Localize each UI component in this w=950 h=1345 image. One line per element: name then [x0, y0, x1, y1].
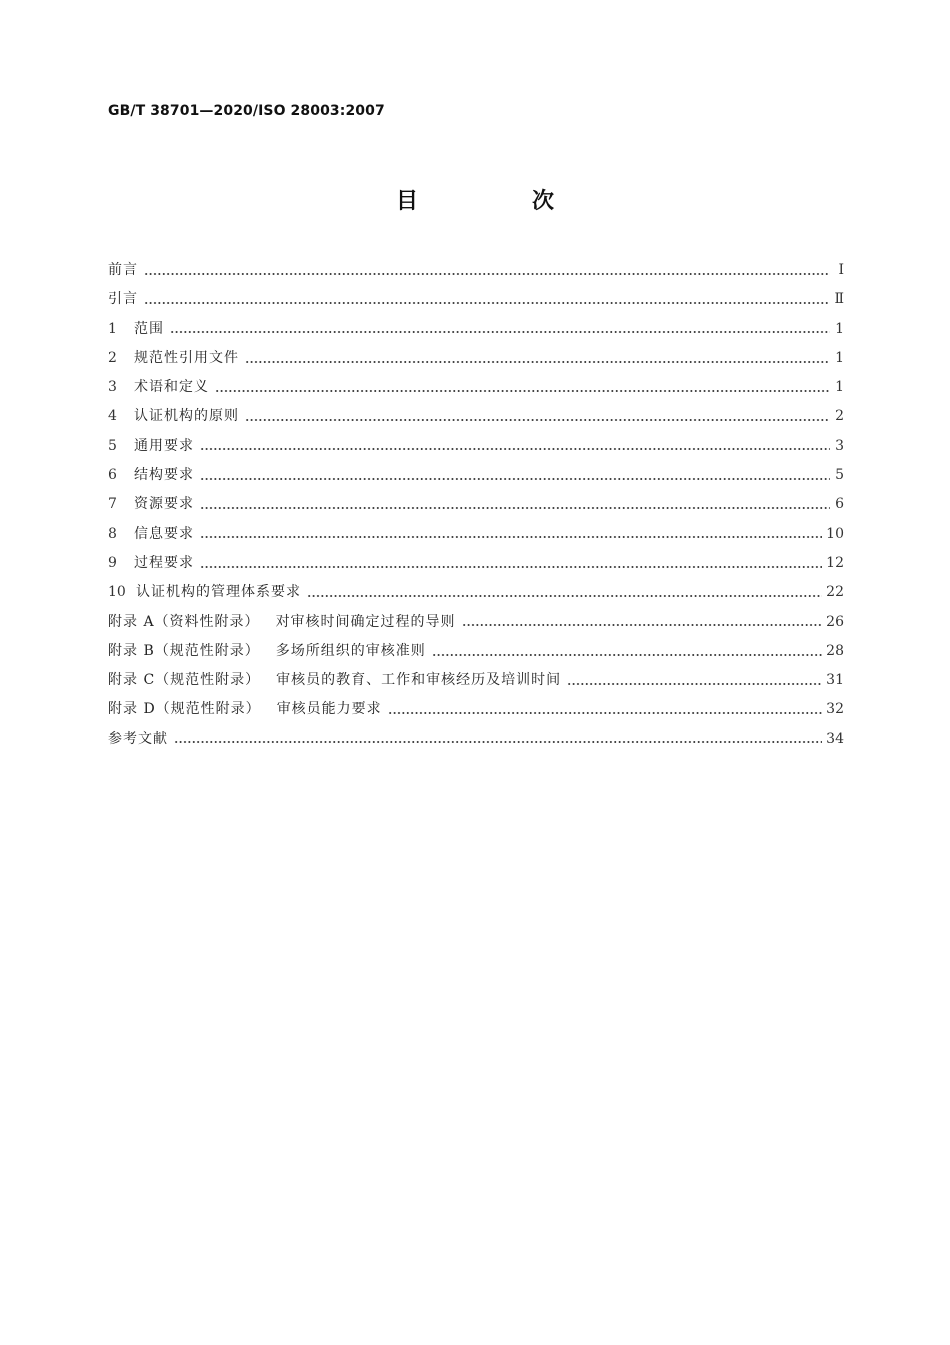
toc-leader-dots — [245, 356, 830, 368]
toc-entry-page: 1 — [835, 349, 844, 366]
toc-entry-label: 术语和定义 — [134, 379, 209, 396]
toc-leader-dots — [170, 326, 830, 338]
toc-entry-number: 9 — [108, 554, 117, 571]
toc-entry-number: 6 — [108, 467, 117, 484]
toc-leader-dots — [432, 649, 822, 661]
toc-entry-general-requirements[interactable] — [108, 435, 844, 464]
toc-entry-label: 认证机构的管理体系要求 — [136, 584, 301, 601]
toc-entry-page: 10 — [826, 525, 844, 542]
toc-entry-page: 12 — [826, 554, 844, 571]
toc-entry-annex-b[interactable] — [108, 640, 844, 669]
toc-leader-dots — [307, 590, 822, 602]
toc-leader-dots — [245, 414, 830, 426]
toc-entry-page: Ⅱ — [834, 291, 844, 308]
toc-entry-foreword[interactable] — [108, 259, 844, 288]
toc-entry-information-requirements[interactable] — [108, 523, 844, 552]
toc-entry-label: 结构要求 — [134, 467, 194, 484]
toc-entry-subtitle: 多场所组织的审核准则 — [275, 642, 426, 659]
toc-entry-resource-requirements[interactable] — [108, 493, 844, 522]
toc-leader-dots — [200, 561, 822, 573]
toc-entry-label: 引言 — [108, 291, 138, 308]
toc-entry-page: 28 — [826, 642, 844, 659]
toc-entry-label: 参考文献 — [108, 730, 168, 747]
toc-entry-annex-d[interactable] — [108, 698, 844, 727]
toc-entry-principles[interactable] — [108, 405, 844, 434]
toc-entry-label: 认证机构的原则 — [134, 408, 239, 425]
toc-leader-dots — [144, 297, 830, 309]
toc-entry-label: 规范性引用文件 — [134, 349, 239, 366]
toc-entry-page: 31 — [826, 672, 844, 689]
toc-entry-bibliography[interactable] — [108, 728, 844, 757]
toc-entry-structural-requirements[interactable] — [108, 464, 844, 493]
toc-entry-label: 通用要求 — [134, 437, 194, 454]
toc-entry-introduction[interactable] — [108, 288, 844, 317]
toc-entry-subtitle: 审核员的教育、工作和审核经历及培训时间 — [276, 672, 562, 689]
toc-entry-number: 3 — [108, 379, 117, 396]
toc-leader-dots — [200, 473, 830, 485]
toc-entry-subtitle: 审核员能力要求 — [276, 701, 382, 718]
toc-entry-number: 1 — [108, 320, 117, 337]
toc-entry-label: 附录 D（规范性附录） — [108, 701, 261, 718]
toc-entry-annex-a[interactable] — [108, 611, 844, 640]
table-of-contents — [108, 259, 844, 757]
toc-entry-label: 附录 A（资料性附录） — [108, 613, 260, 630]
toc-entry-page: 2 — [835, 408, 844, 425]
toc-leader-dots — [567, 678, 822, 690]
toc-entry-label: 附录 B（规范性附录） — [108, 642, 260, 659]
toc-entry-number: 2 — [108, 349, 117, 366]
toc-entry-scope[interactable] — [108, 318, 844, 347]
toc-entry-number: 5 — [108, 437, 117, 454]
toc-entry-page: 1 — [835, 379, 844, 396]
toc-entry-page: 5 — [835, 467, 844, 484]
toc-leader-dots — [200, 531, 822, 543]
toc-entry-label: 资源要求 — [134, 496, 194, 513]
toc-entry-number: 10 — [108, 584, 126, 601]
standard-code-header: GB/T 38701—2020/ISO 28003:2007 — [108, 103, 385, 119]
toc-entry-terms-definitions[interactable] — [108, 376, 844, 405]
toc-entry-page: 32 — [826, 701, 844, 718]
toc-entry-normative-references[interactable] — [108, 347, 844, 376]
toc-entry-page: 22 — [826, 584, 844, 601]
toc-entry-number: 4 — [108, 408, 117, 425]
toc-leader-dots — [174, 736, 822, 748]
toc-entry-page: 34 — [826, 730, 844, 747]
toc-entry-management-system-requirements[interactable] — [108, 581, 844, 610]
toc-leader-dots — [215, 385, 830, 397]
toc-leader-dots — [144, 268, 830, 280]
toc-entry-page: 1 — [835, 320, 844, 337]
toc-entry-label: 附录 C（规范性附录） — [108, 672, 261, 689]
toc-entry-subtitle: 对审核时间确定过程的导则 — [275, 613, 456, 630]
toc-leader-dots — [200, 443, 830, 455]
page-title: 目 次 — [395, 189, 600, 214]
toc-entry-page: 3 — [835, 437, 844, 454]
toc-leader-dots — [200, 502, 830, 514]
toc-entry-number: 7 — [108, 496, 117, 513]
toc-entry-page: Ⅰ — [838, 262, 844, 278]
toc-leader-dots — [462, 619, 823, 631]
toc-entry-label: 前言 — [108, 262, 138, 278]
toc-entry-label: 范围 — [134, 320, 164, 337]
toc-entry-label: 过程要求 — [134, 554, 194, 571]
toc-entry-page: 26 — [826, 613, 844, 630]
toc-entry-annex-c[interactable] — [108, 669, 844, 698]
toc-entry-label: 信息要求 — [134, 525, 194, 542]
toc-entry-page: 6 — [835, 496, 844, 513]
toc-leader-dots — [388, 707, 822, 719]
toc-entry-number: 8 — [108, 525, 117, 542]
toc-entry-process-requirements[interactable] — [108, 552, 844, 581]
